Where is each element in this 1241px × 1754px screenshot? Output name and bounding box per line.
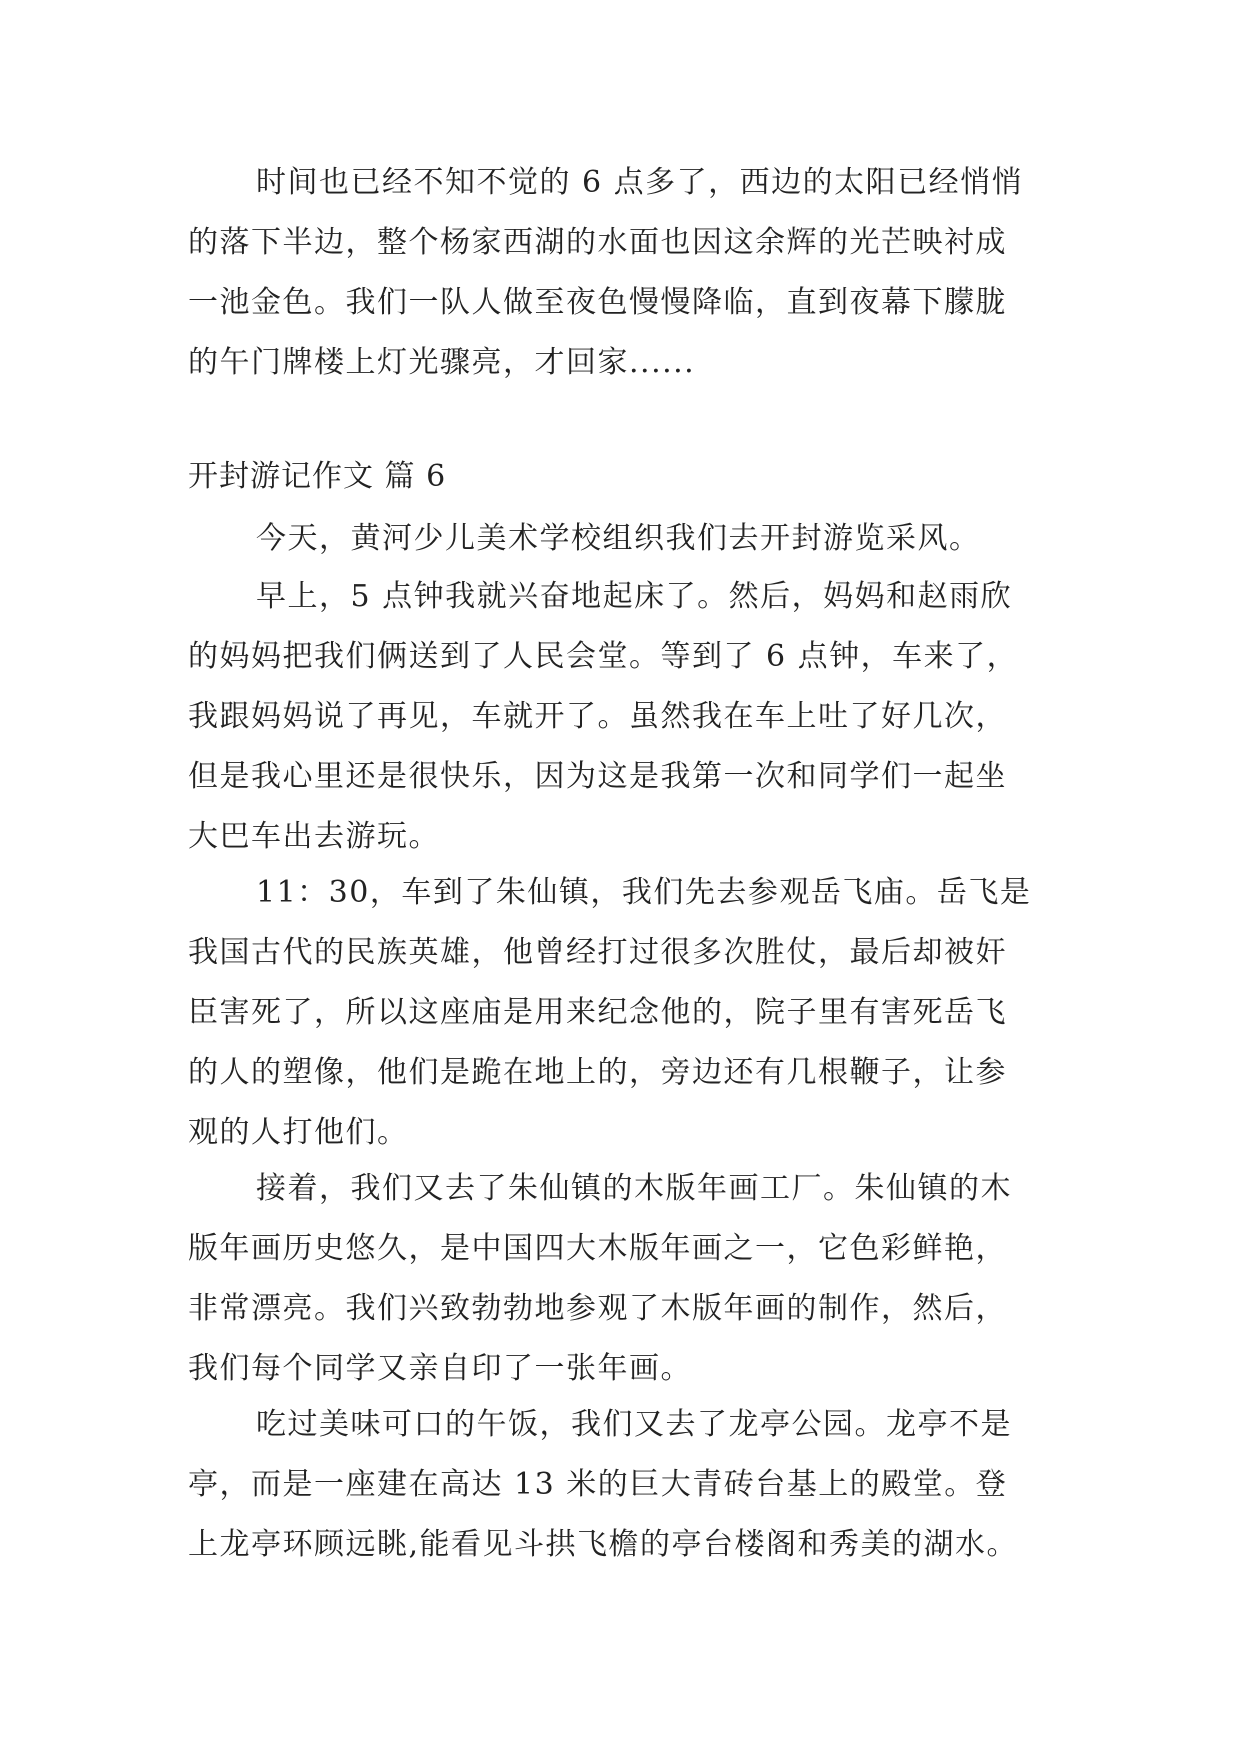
paragraph-line: 的人的塑像，他们是跪在地上的，旁边还有几根鞭子，让参 xyxy=(188,1055,1007,1090)
paragraph-line: 观的人打他们。 xyxy=(188,1115,409,1150)
paragraph-line: 亭，而是一座建在高达 13 米的巨大青砖台基上的殿堂。登 xyxy=(188,1467,1008,1502)
paragraph-line: 的落下半边，整个杨家西湖的水面也因这余辉的光芒映衬成 xyxy=(188,225,1007,260)
paragraph xyxy=(188,863,1053,1163)
paragraph-line: 的午门牌楼上灯光骤亮，才回家...... xyxy=(188,345,696,380)
paragraph-line: 非常漂亮。我们兴致勃勃地参观了木版年画的制作，然后， xyxy=(188,1291,1007,1326)
paragraph-line: 吃过美味可口的午饭，我们又去了龙亭公园。龙亭不是 xyxy=(256,1407,1012,1442)
paragraph-line: 早上，5 点钟我就兴奋地起床了。然后，妈妈和赵雨欣 xyxy=(256,579,1013,614)
paragraph-line: 臣害死了，所以这座庙是用来纪念他的，院子里有害死岳飞 xyxy=(188,995,1007,1030)
intro-paragraph xyxy=(188,153,1053,393)
paragraph-line: 但是我心里还是很快乐，因为这是我第一次和同学们一起坐 xyxy=(188,759,1007,794)
paragraph xyxy=(188,509,1053,569)
paragraph-line: 今天，黄河少儿美术学校组织我们去开封游览采风。 xyxy=(256,521,981,556)
paragraph-line: 版年画历史悠久，是中国四大木版年画之一，它色彩鲜艳， xyxy=(188,1231,1007,1266)
paragraph xyxy=(188,567,1053,867)
paragraph-line: 我国古代的民族英雄，他曾经打过很多次胜仗，最后却被奸 xyxy=(188,935,1007,970)
paragraph xyxy=(188,1159,1053,1399)
paragraph xyxy=(188,1395,1053,1575)
paragraph-line: 11：30，车到了朱仙镇，我们先去参观岳飞庙。岳飞是 xyxy=(256,875,1032,910)
paragraph-line: 接着，我们又去了朱仙镇的木版年画工厂。朱仙镇的木 xyxy=(256,1171,1012,1206)
paragraph-line: 我跟妈妈说了再见，车就开了。虽然我在车上吐了好几次， xyxy=(188,699,1007,734)
paragraph-line: 上龙亭环顾远眺,能看见斗拱飞檐的亭台楼阁和秀美的湖水。 xyxy=(188,1527,1019,1562)
paragraph-line: 我们每个同学又亲自印了一张年画。 xyxy=(188,1351,692,1386)
paragraph-line: 一池金色。我们一队人做至夜色慢慢降临，直到夜幕下朦胧 xyxy=(188,285,1007,320)
paragraph-line: 的妈妈把我们俩送到了人民会堂。等到了 6 点钟，车来了， xyxy=(188,639,1019,674)
section-title: 开封游记作文 篇 6 xyxy=(188,459,447,494)
paragraph-line: 大巴车出去游玩。 xyxy=(188,819,440,854)
paragraph-line: 时间也已经不知不觉的 6 点多了，西边的太阳已经悄悄 xyxy=(256,165,1024,200)
